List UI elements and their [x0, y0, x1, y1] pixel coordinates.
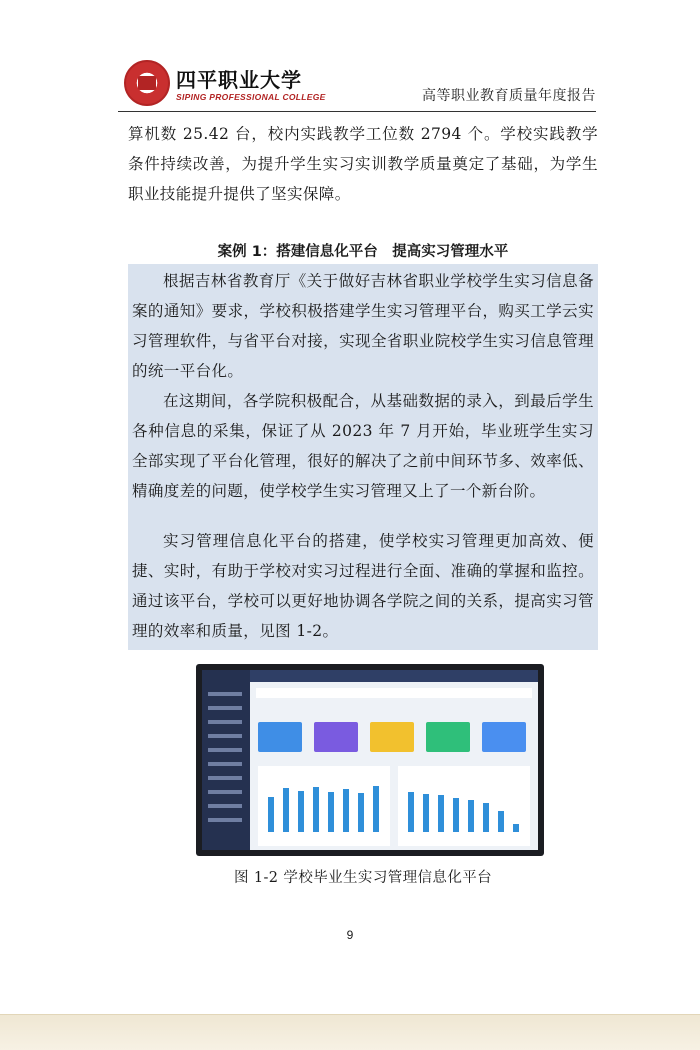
sidebar-item [208, 720, 242, 724]
chart-bar [358, 793, 364, 832]
case-box [128, 264, 598, 650]
sidebar-item [208, 762, 242, 766]
chart-bar [453, 798, 459, 832]
stat-card [370, 722, 414, 752]
stat-card [258, 722, 302, 752]
chart-bar [268, 797, 274, 832]
left-chart-panel [258, 766, 390, 846]
chart-bar [373, 786, 379, 832]
figure-caption: 图 1-2 学校毕业生实习管理信息化平台 [233, 870, 493, 886]
platform-screenshot [196, 664, 544, 856]
chart-bar [328, 792, 334, 832]
stat-card [314, 722, 358, 752]
stat-card [426, 722, 470, 752]
stat-card [482, 722, 526, 752]
sidebar-item [208, 692, 242, 696]
chart-bar [498, 811, 504, 832]
college-seal-logo [124, 60, 170, 106]
chart-bar [283, 788, 289, 832]
case-paragraph: 在这期间，各学院积极配合，从基础数据的录入，到最后学生各种信息的采集，保证了从 2023 年 7 月开始，毕业班学生实习全部实现了平台化管理，很好的解决了之前中间环节多、效率低、精确度差的问题，使学校学生实习管理又上了一个新台阶。 [132, 392, 594, 500]
report-title: 高等职业教育质量年度报告 [422, 88, 596, 104]
sidebar-item [208, 706, 242, 710]
sidebar-item [208, 734, 242, 738]
screenshot-main [250, 670, 538, 850]
sidebar-item [208, 790, 242, 794]
chart-bar [298, 791, 304, 832]
page-number: 9 [346, 928, 354, 942]
page-header [118, 58, 596, 112]
chart-bar [423, 794, 429, 832]
chart-bar [343, 789, 349, 832]
footer-band [0, 1014, 700, 1050]
case-paragraph: 实习管理信息化平台的搭建，使学校实习管理更加高效、便捷、实时，有助于学校对实习过程进行全面、准确的掌握和监控。通过该平台，学校可以更好地协调各学院之间的关系，提高实习管理的效率和质量，见图 1-2。 [132, 532, 594, 640]
case-title: 案例 1：搭建信息化平台 提高实习管理水平 [217, 244, 509, 260]
chart-bar [313, 787, 319, 832]
screenshot-topbar [250, 670, 538, 682]
sidebar-item [208, 748, 242, 752]
intro-paragraph: 算机数 25.42 台，校内实践教学工位数 2794 个。学校实践教学条件持续改善，为提升学生实习实训教学质量奠定了基础，为学生职业技能提升提供了坚实保障。 [128, 125, 598, 203]
chart-bar [468, 800, 474, 832]
screenshot-sidebar [202, 670, 250, 850]
sidebar-item [208, 804, 242, 808]
chart-bar [438, 795, 444, 832]
screenshot-toolbar [256, 688, 532, 698]
right-chart-panel [398, 766, 530, 846]
sidebar-item [208, 776, 242, 780]
case-paragraph: 根据吉林省教育厅《关于做好吉林省职业学校学生实习信息备案的通知》要求，学校积极搭建学生实习管理平台，购买工学云实习管理软件，与省平台对接，实现全省职业院校学生实习信息管理的统一平台化。 [132, 272, 594, 380]
college-name-en: SIPING PROFESSIONAL COLLEGE [176, 92, 326, 102]
college-name-cn: 四平职业大学 [176, 68, 302, 92]
chart-bar [513, 824, 519, 832]
chart-bar [483, 803, 489, 832]
sidebar-item [208, 818, 242, 822]
chart-bar [408, 792, 414, 832]
